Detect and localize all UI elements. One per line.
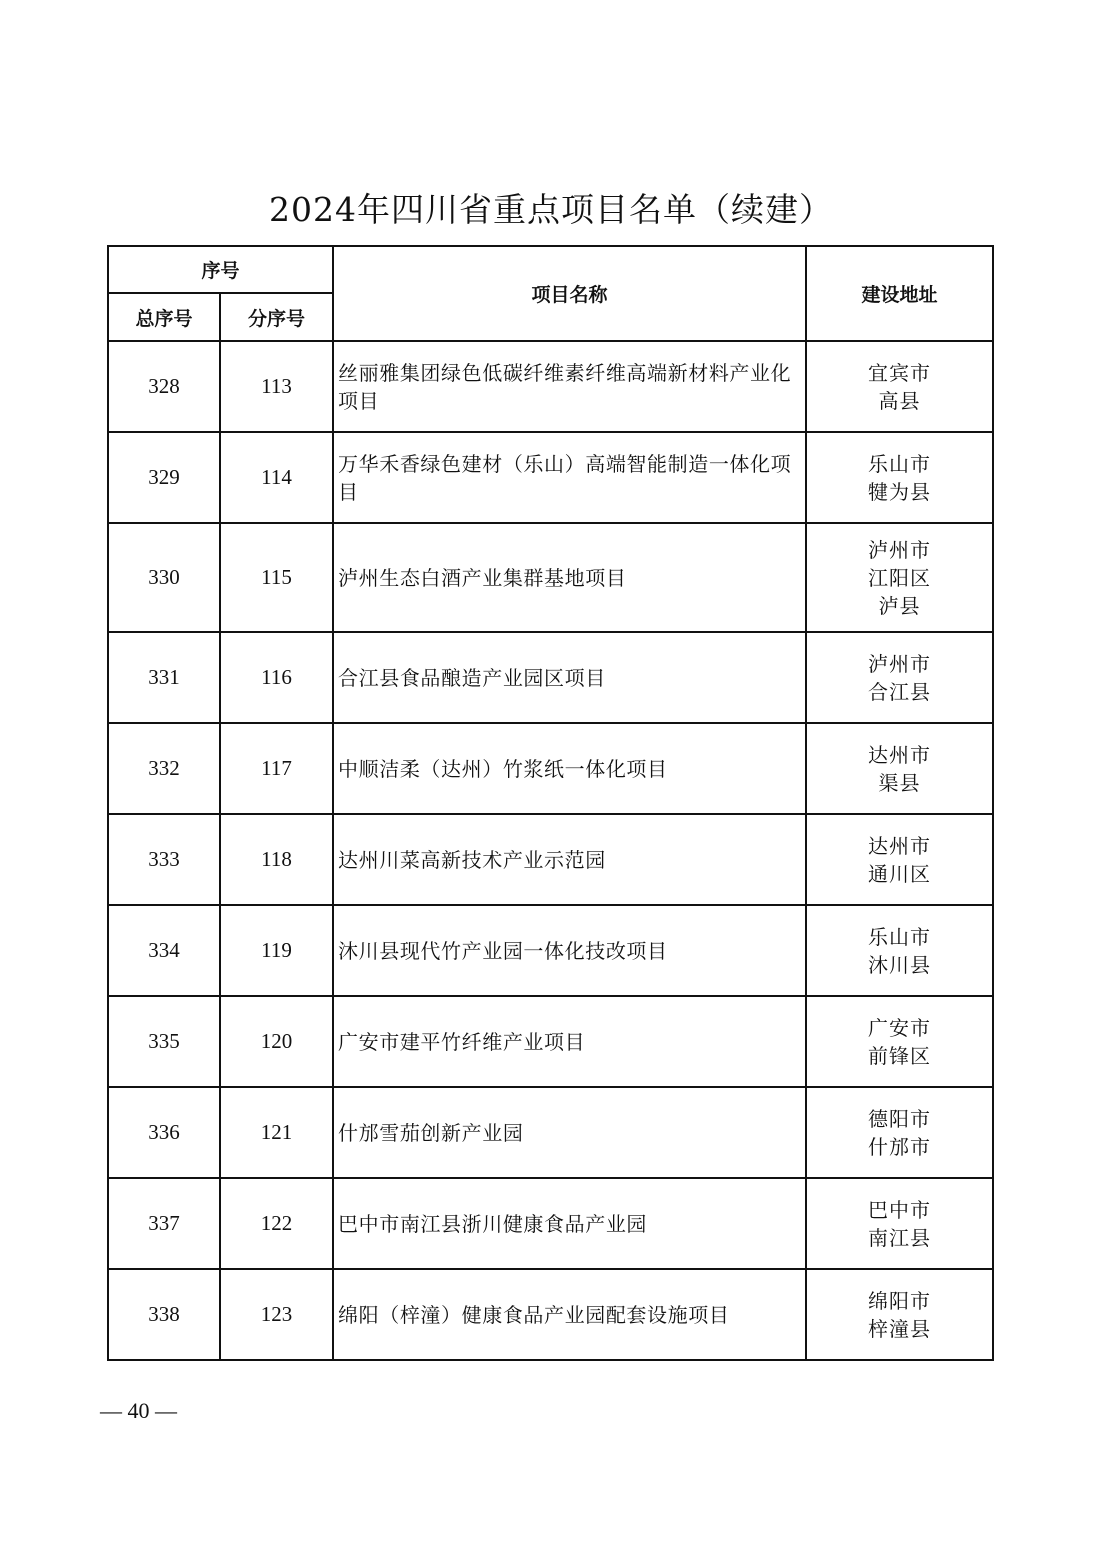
location-cell [806,523,993,632]
total-number-cell: 330 [108,523,220,632]
document-title: 2024年四川省重点项目名单（续建） [269,190,833,229]
location-line: 什邡市 [868,1134,932,1159]
location-line: 前锋区 [868,1043,932,1068]
total-number-cell: 331 [108,632,220,723]
table-row [108,432,993,523]
total-number-cell: 336 [108,1087,220,1178]
location-cell [806,1178,993,1269]
total-number-cell: 333 [108,814,220,905]
total-number-cell: 329 [108,432,220,523]
table-row [108,996,993,1087]
location-line: 泸州市 [868,537,932,562]
location-line: 广安市 [868,1015,932,1040]
location-line: 江阳区 [868,565,932,590]
location-line: 合江县 [868,679,932,704]
table-row [108,1178,993,1269]
location-line: 巴中市 [868,1197,932,1222]
location-line: 泸州市 [868,651,932,676]
location-cell [806,1087,993,1178]
total-number-cell: 338 [108,1269,220,1360]
total-number-cell: 335 [108,996,220,1087]
location-header: 建设地址 [806,246,993,341]
project-name-cell: 广安市建平竹纤维产业项目 [333,996,806,1087]
table-row [108,814,993,905]
sub-number-cell: 114 [220,432,333,523]
sub-number-cell: 118 [220,814,333,905]
project-table-container [107,245,994,1361]
location-line: 高县 [878,388,921,413]
location-cell [806,432,993,523]
table-row [108,723,993,814]
location-line: 犍为县 [868,479,932,504]
table-row [108,632,993,723]
project-name-cell: 什邡雪茄创新产业园 [333,1087,806,1178]
sequence-group-header: 序号 [108,246,333,293]
total-number-cell: 328 [108,341,220,432]
project-name-cell: 丝丽雅集团绿色低碳纤维素纤维高端新材料产业化项目 [333,341,806,432]
sub-number-cell: 121 [220,1087,333,1178]
table-body [108,341,993,1360]
location-line: 宜宾市 [868,360,932,385]
location-line: 南江县 [868,1225,932,1250]
sub-number-header: 分序号 [220,293,333,341]
table-row [108,523,993,632]
sub-number-cell: 120 [220,996,333,1087]
location-line: 达州市 [868,742,932,767]
total-number-cell: 337 [108,1178,220,1269]
table-header [108,246,993,341]
location-cell [806,723,993,814]
sub-number-cell: 115 [220,523,333,632]
project-name-cell: 泸州生态白酒产业集群基地项目 [333,523,806,632]
location-line: 渠县 [878,770,921,795]
sub-number-cell: 117 [220,723,333,814]
project-name-cell: 沐川县现代竹产业园一体化技改项目 [333,905,806,996]
location-cell [806,632,993,723]
total-number-cell: 332 [108,723,220,814]
location-line: 达州市 [868,833,932,858]
total-number-header: 总序号 [108,293,220,341]
location-cell [806,1269,993,1360]
sub-number-cell: 122 [220,1178,333,1269]
project-name-header: 项目名称 [333,246,806,341]
location-line: 乐山市 [868,451,932,476]
sub-number-cell: 113 [220,341,333,432]
location-cell [806,996,993,1087]
location-cell [806,905,993,996]
location-cell [806,814,993,905]
total-number-cell: 334 [108,905,220,996]
page-number: — 40 — [100,1398,177,1423]
location-line: 泸县 [878,593,921,618]
project-name-cell: 巴中市南江县浙川健康食品产业园 [333,1178,806,1269]
sub-number-cell: 123 [220,1269,333,1360]
location-line: 德阳市 [868,1106,932,1131]
project-name-cell: 中顺洁柔（达州）竹浆纸一体化项目 [333,723,806,814]
project-name-cell: 绵阳（梓潼）健康食品产业园配套设施项目 [333,1269,806,1360]
sub-number-cell: 116 [220,632,333,723]
location-line: 通川区 [868,861,932,886]
location-line: 乐山市 [868,924,932,949]
sub-number-cell: 119 [220,905,333,996]
table-row [108,1087,993,1178]
location-cell [806,341,993,432]
location-line: 梓潼县 [868,1316,932,1341]
table-row [108,341,993,432]
project-name-cell: 合江县食品酿造产业园区项目 [333,632,806,723]
table-row [108,1269,993,1360]
project-name-cell: 万华禾香绿色建材（乐山）高端智能制造一体化项目 [333,432,806,523]
table-row [108,905,993,996]
project-name-cell: 达州川菜高新技术产业示范园 [333,814,806,905]
location-line: 绵阳市 [868,1288,932,1313]
location-line: 沐川县 [868,952,932,977]
project-table [107,245,994,1361]
